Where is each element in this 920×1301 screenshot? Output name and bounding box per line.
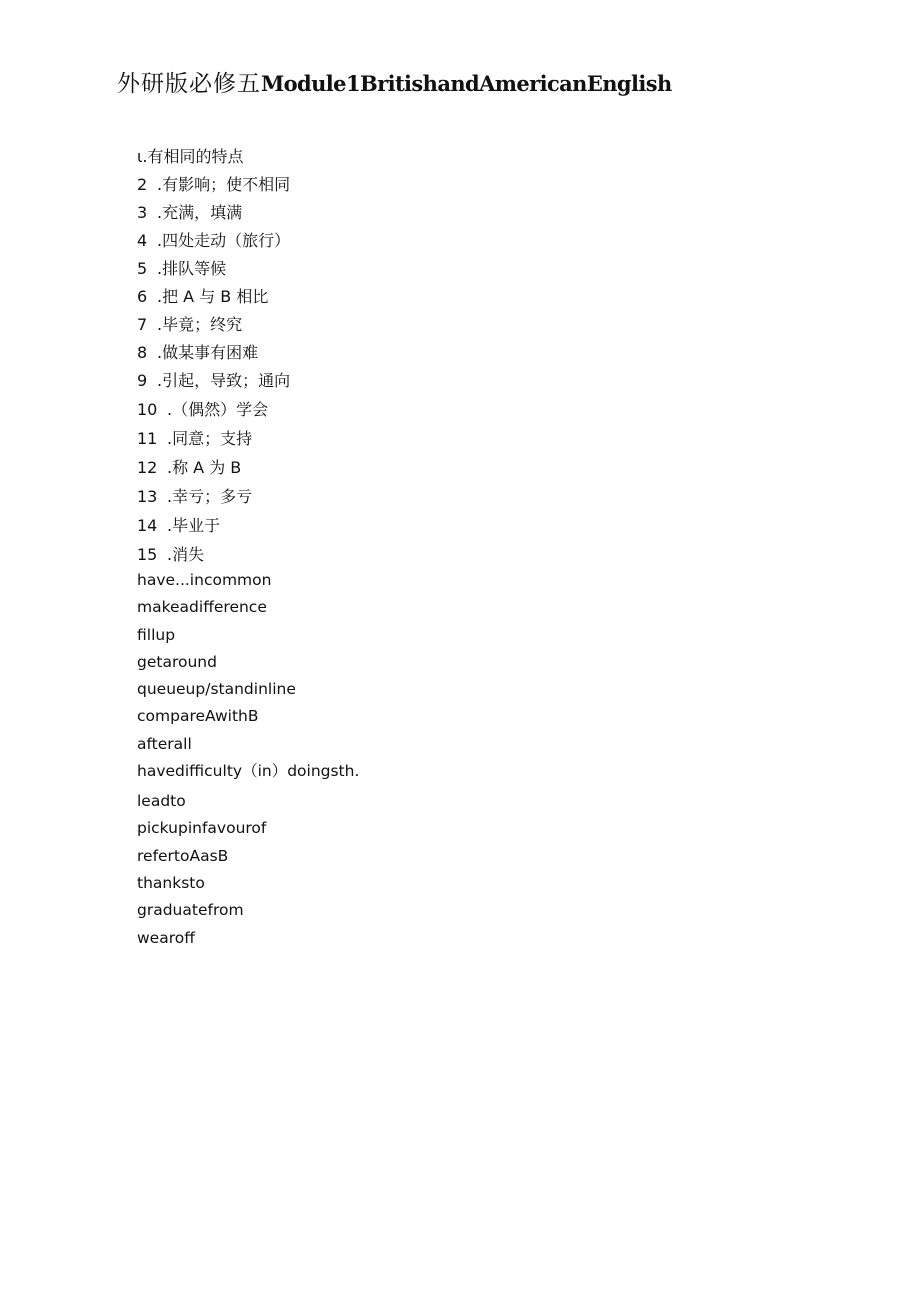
item-text: .幸亏；多亏 [167,487,253,506]
item-text: .四处走动（旅行） [157,231,291,250]
item-number: 6 [137,287,148,306]
list-item: compareAwithB [137,707,259,726]
chinese-phrase-list [137,143,290,569]
item-number: 9 [137,371,148,390]
list-item [137,199,290,227]
list-item: leadto [137,792,186,811]
title-english: Module1BritishandAmericanEnglish [261,71,672,96]
list-item: makeadifference [137,598,267,617]
item-number: 13 [137,487,158,506]
english-phrase-list [137,567,359,952]
list-item [137,255,290,283]
item-number: 5 [137,259,148,278]
list-item: getaround [137,652,217,671]
list-item [137,171,290,199]
list-item [137,283,290,311]
item-text: .充满，填满 [157,203,243,222]
list-item [137,339,290,367]
item-text: .做某事有困难 [157,343,259,362]
list-item: have...incommon [137,571,272,589]
title-chinese: 外研版必修五 [117,71,261,97]
item-number: ι [137,147,143,166]
list-item [137,482,290,511]
list-item [137,424,290,453]
list-item: graduatefrom [137,901,244,920]
page-title [117,68,672,100]
item-text: .有影响；使不相同 [157,175,291,194]
item-number: 3 [137,203,148,222]
list-item: pickupinfavourof [137,819,267,838]
list-item: havedifficulty（in）doingsth. [137,762,360,781]
list-item: queueup/standinline [137,680,296,699]
item-text: .同意；支持 [167,429,253,448]
list-item [137,143,290,171]
list-item: afterall [137,734,192,753]
list-item [137,395,290,424]
item-text: .（偶然）学会 [167,400,269,419]
item-number: 15 [137,545,158,564]
item-number: 14 [137,516,158,535]
item-text: .毕竟；终究 [157,315,243,334]
item-number: 4 [137,231,148,250]
item-number: 12 [137,458,158,477]
list-item [137,453,290,482]
list-item: thanksto [137,873,205,892]
item-text: .毕业于 [167,516,221,535]
list-item: fillup [137,625,176,644]
list-item [137,367,290,395]
list-item [137,227,290,255]
item-text: .引起，导致；通向 [157,371,291,390]
item-number: 10 [137,400,158,419]
list-item [137,540,290,569]
list-item [137,511,290,540]
item-number: 7 [137,315,148,334]
list-item: wearoff [137,928,195,947]
item-number: 2 [137,175,148,194]
item-number: 11 [137,429,158,448]
list-item [137,311,290,339]
item-text: .把 A 与 B 相比 [157,287,269,306]
item-text: .有相同的特点 [142,147,244,166]
item-number: 8 [137,343,148,362]
item-text: .消失 [167,545,205,564]
list-item: refertoAasB [137,846,229,865]
item-text: .称 A 为 B [167,458,242,477]
item-text: .排队等候 [157,259,227,278]
